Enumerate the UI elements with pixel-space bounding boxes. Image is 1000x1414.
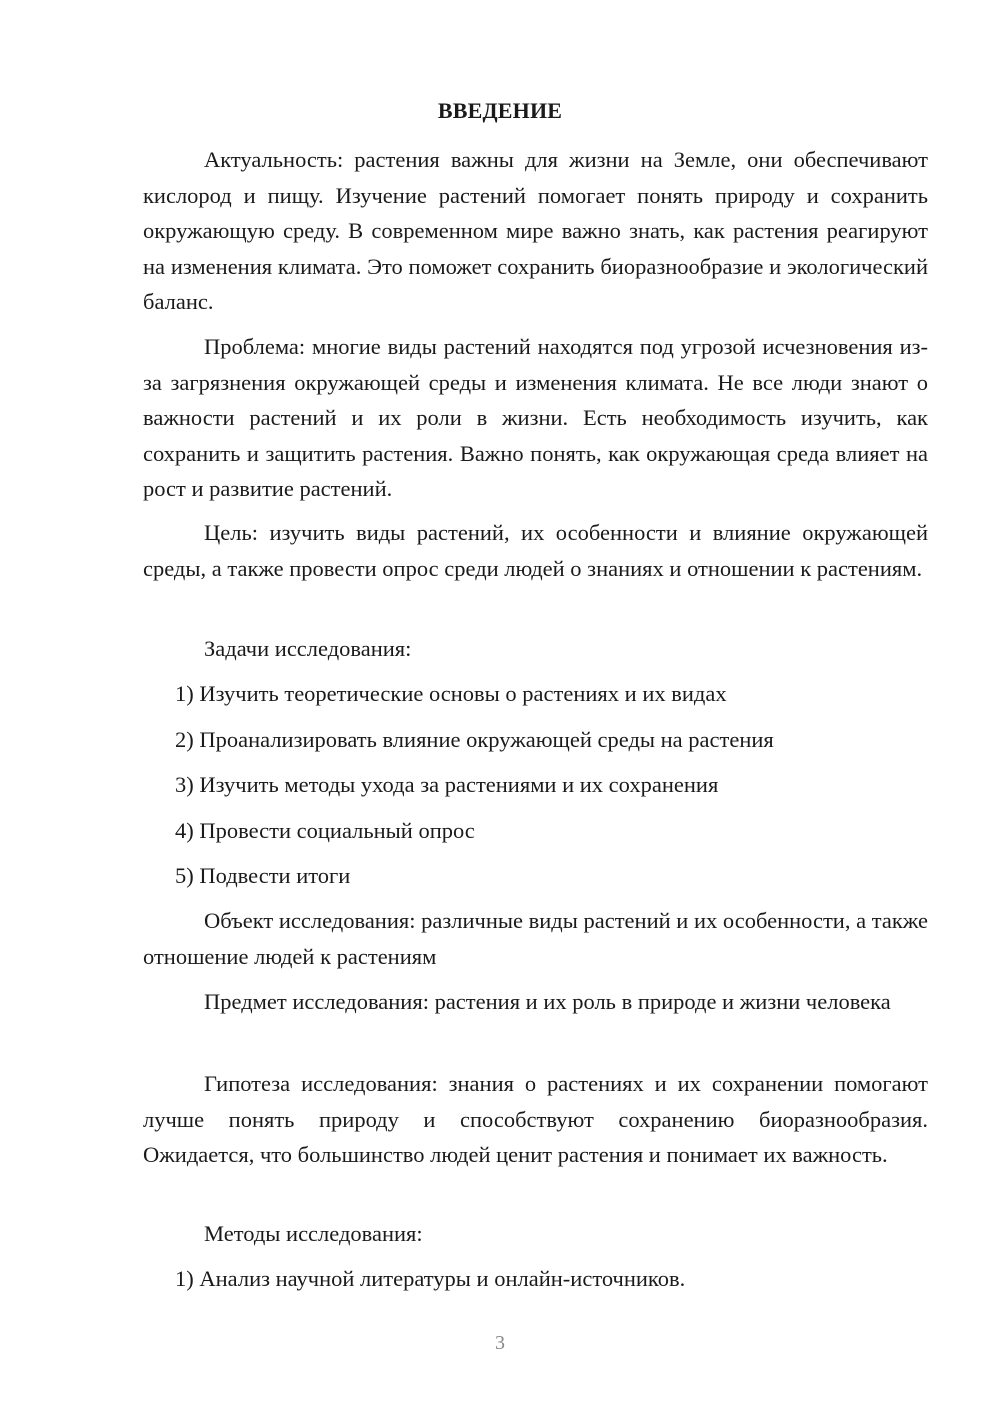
goal-paragraph: Цель: изучить виды растений, их особенности и влияние окружающей среды, а также провести опрос среди людей о знаниях и отношении к растениям. (143, 520, 928, 581)
methods-heading: Методы исследования: (204, 1221, 423, 1246)
method-item: 1) Анализ научной литературы и онлайн-источников. (175, 1266, 686, 1291)
subject-paragraph: Предмет исследования: растения и их роль в природе и жизни человека (204, 989, 891, 1014)
hypothesis-paragraph: Гипотеза исследования: знания о растениях и их сохранении помогают лучше понять природу и способствуют сохранению биоразнообразия. Ожидается, что большинство людей ценит растения и понимает их важность. (143, 1071, 928, 1167)
problem-paragraph: Проблема: многие виды растений находятся под угрозой исчезновения из-за загрязнения окружающей среды и изменения климата. Не все люди знают о важности растений и их роли в жизни. Есть необходимость изучить, как сохранить и защитить растения. Важно понять, как окружающая среда влияет на рост и развитие растений. (143, 334, 928, 501)
object-paragraph: Объект исследования: различные виды растений и их особенности, а также отношение людей к растениям (143, 908, 928, 969)
task-item: 5) Подвести итоги (175, 863, 351, 888)
page-title: ВВЕДЕНИЕ (437, 98, 563, 123)
tasks-heading: Задачи исследования: (204, 636, 412, 661)
task-item: 4) Провести социальный опрос (175, 818, 475, 843)
task-item: 3) Изучить методы ухода за растениями и их сохранения (175, 772, 719, 797)
relevance-paragraph: Актуальность: растения важны для жизни на Земле, они обеспечивают кислород и пищу. Изучение растений помогает понять природу и сохранить окружающую среду. В современном мире важно знать, как растения реагируют на изменения климата. Это поможет сохранить биоразнообразие и экологический баланс. (143, 147, 928, 314)
page-number: 3 (495, 1332, 505, 1354)
task-item: 2) Проанализировать влияние окружающей среды на растения (175, 727, 774, 752)
task-item: 1) Изучить теоретические основы о растениях и их видах (175, 681, 727, 706)
